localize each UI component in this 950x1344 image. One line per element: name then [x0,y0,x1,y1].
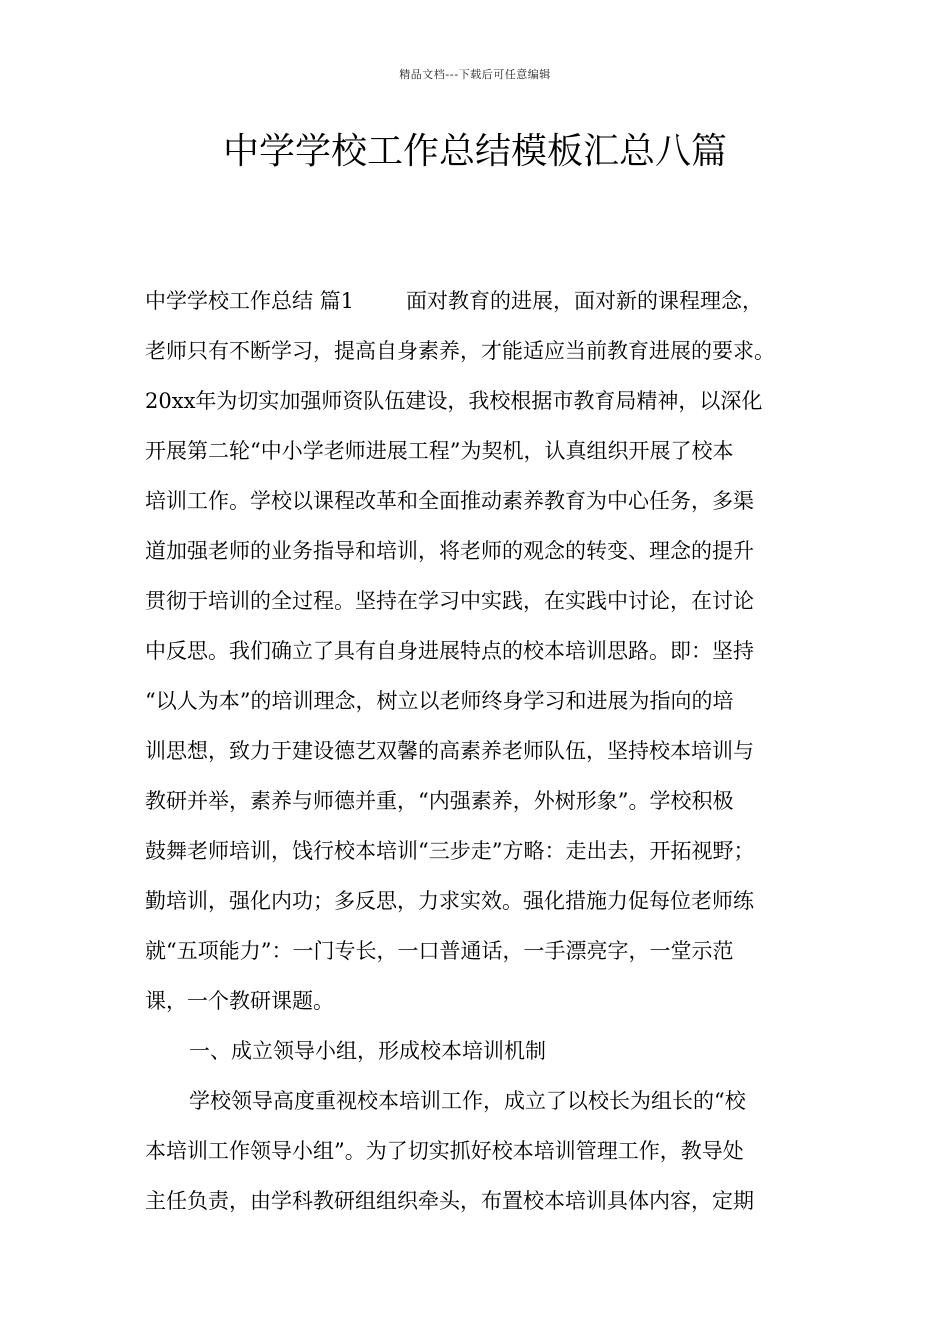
body-line: 20xx年为切实加强师资队伍建设，我校根据市教育局精神，以深化 [145,389,763,413]
body-line: 主任负责，由学科教研组组织牵头，布置校本培训具体内容，定期 [145,1189,754,1213]
body-line [145,282,825,332]
body-line: 鼓舞老师培训，饯行校本培训“三步走”方略：走出去，开拓视野； [145,839,755,863]
document-title: 中学学校工作总结模板汇总八篇 [222,131,727,172]
body-line: 贯彻于培训的全过程。坚持在学习中实践，在实践中讨论，在讨论 [145,589,754,613]
body-line: 教研并举，素养与师德并重，“内强素养，外树形象”。学校积极 [145,789,734,813]
body-line: 道加强老师的业务指导和培训，将老师的观念的转变、理念的提升 [145,539,754,563]
body-line: “以人为本”的培训理念，树立以老师终身学习和进展为指向的培 [145,689,734,713]
body-line: 老师只有不断学习，提高自身素养，才能适应当前教育进展的要求。 [145,339,775,363]
body-line: 中反思。我们确立了具有自身进展特点的校本培训思路。即：坚持 [145,639,754,663]
body-line: 学校领导高度重视校本培训工作，成立了以校长为组长的“校 [189,1089,746,1113]
header-note: 精品文档---下载后可任意编辑 [399,68,551,81]
body-line: 训思想，致力于建设德艺双馨的高素养老师队伍，坚持校本培训与 [145,739,754,763]
body-line: 课，一个教研课题。 [145,989,334,1013]
section-label: 中学学校工作总结 篇1 [145,289,355,313]
body-line: 培训工作。学校以课程改革和全面推动素养教育为中心任务，多渠 [145,489,754,513]
body-line: 就“五项能力”：一门专长，一口普通话，一手漂亮字，一堂示范 [145,939,734,963]
body-line: 勤培训，强化内功；多反思，力求实效。强化措施力促每位老师练 [145,889,754,913]
document-body [145,282,825,1232]
body-line-text: 面对教育的进展，面对新的课程理念， [406,289,764,313]
section-heading: 一、成立领导小组，形成校本培训机制 [189,1039,546,1063]
body-line: 开展第二轮“中小学老师进展工程”为契机，认真组织开展了校本 [145,439,734,463]
body-line: 本培训工作领导小组”。为了切实抓好校本培训管理工作，教导处 [145,1139,744,1163]
